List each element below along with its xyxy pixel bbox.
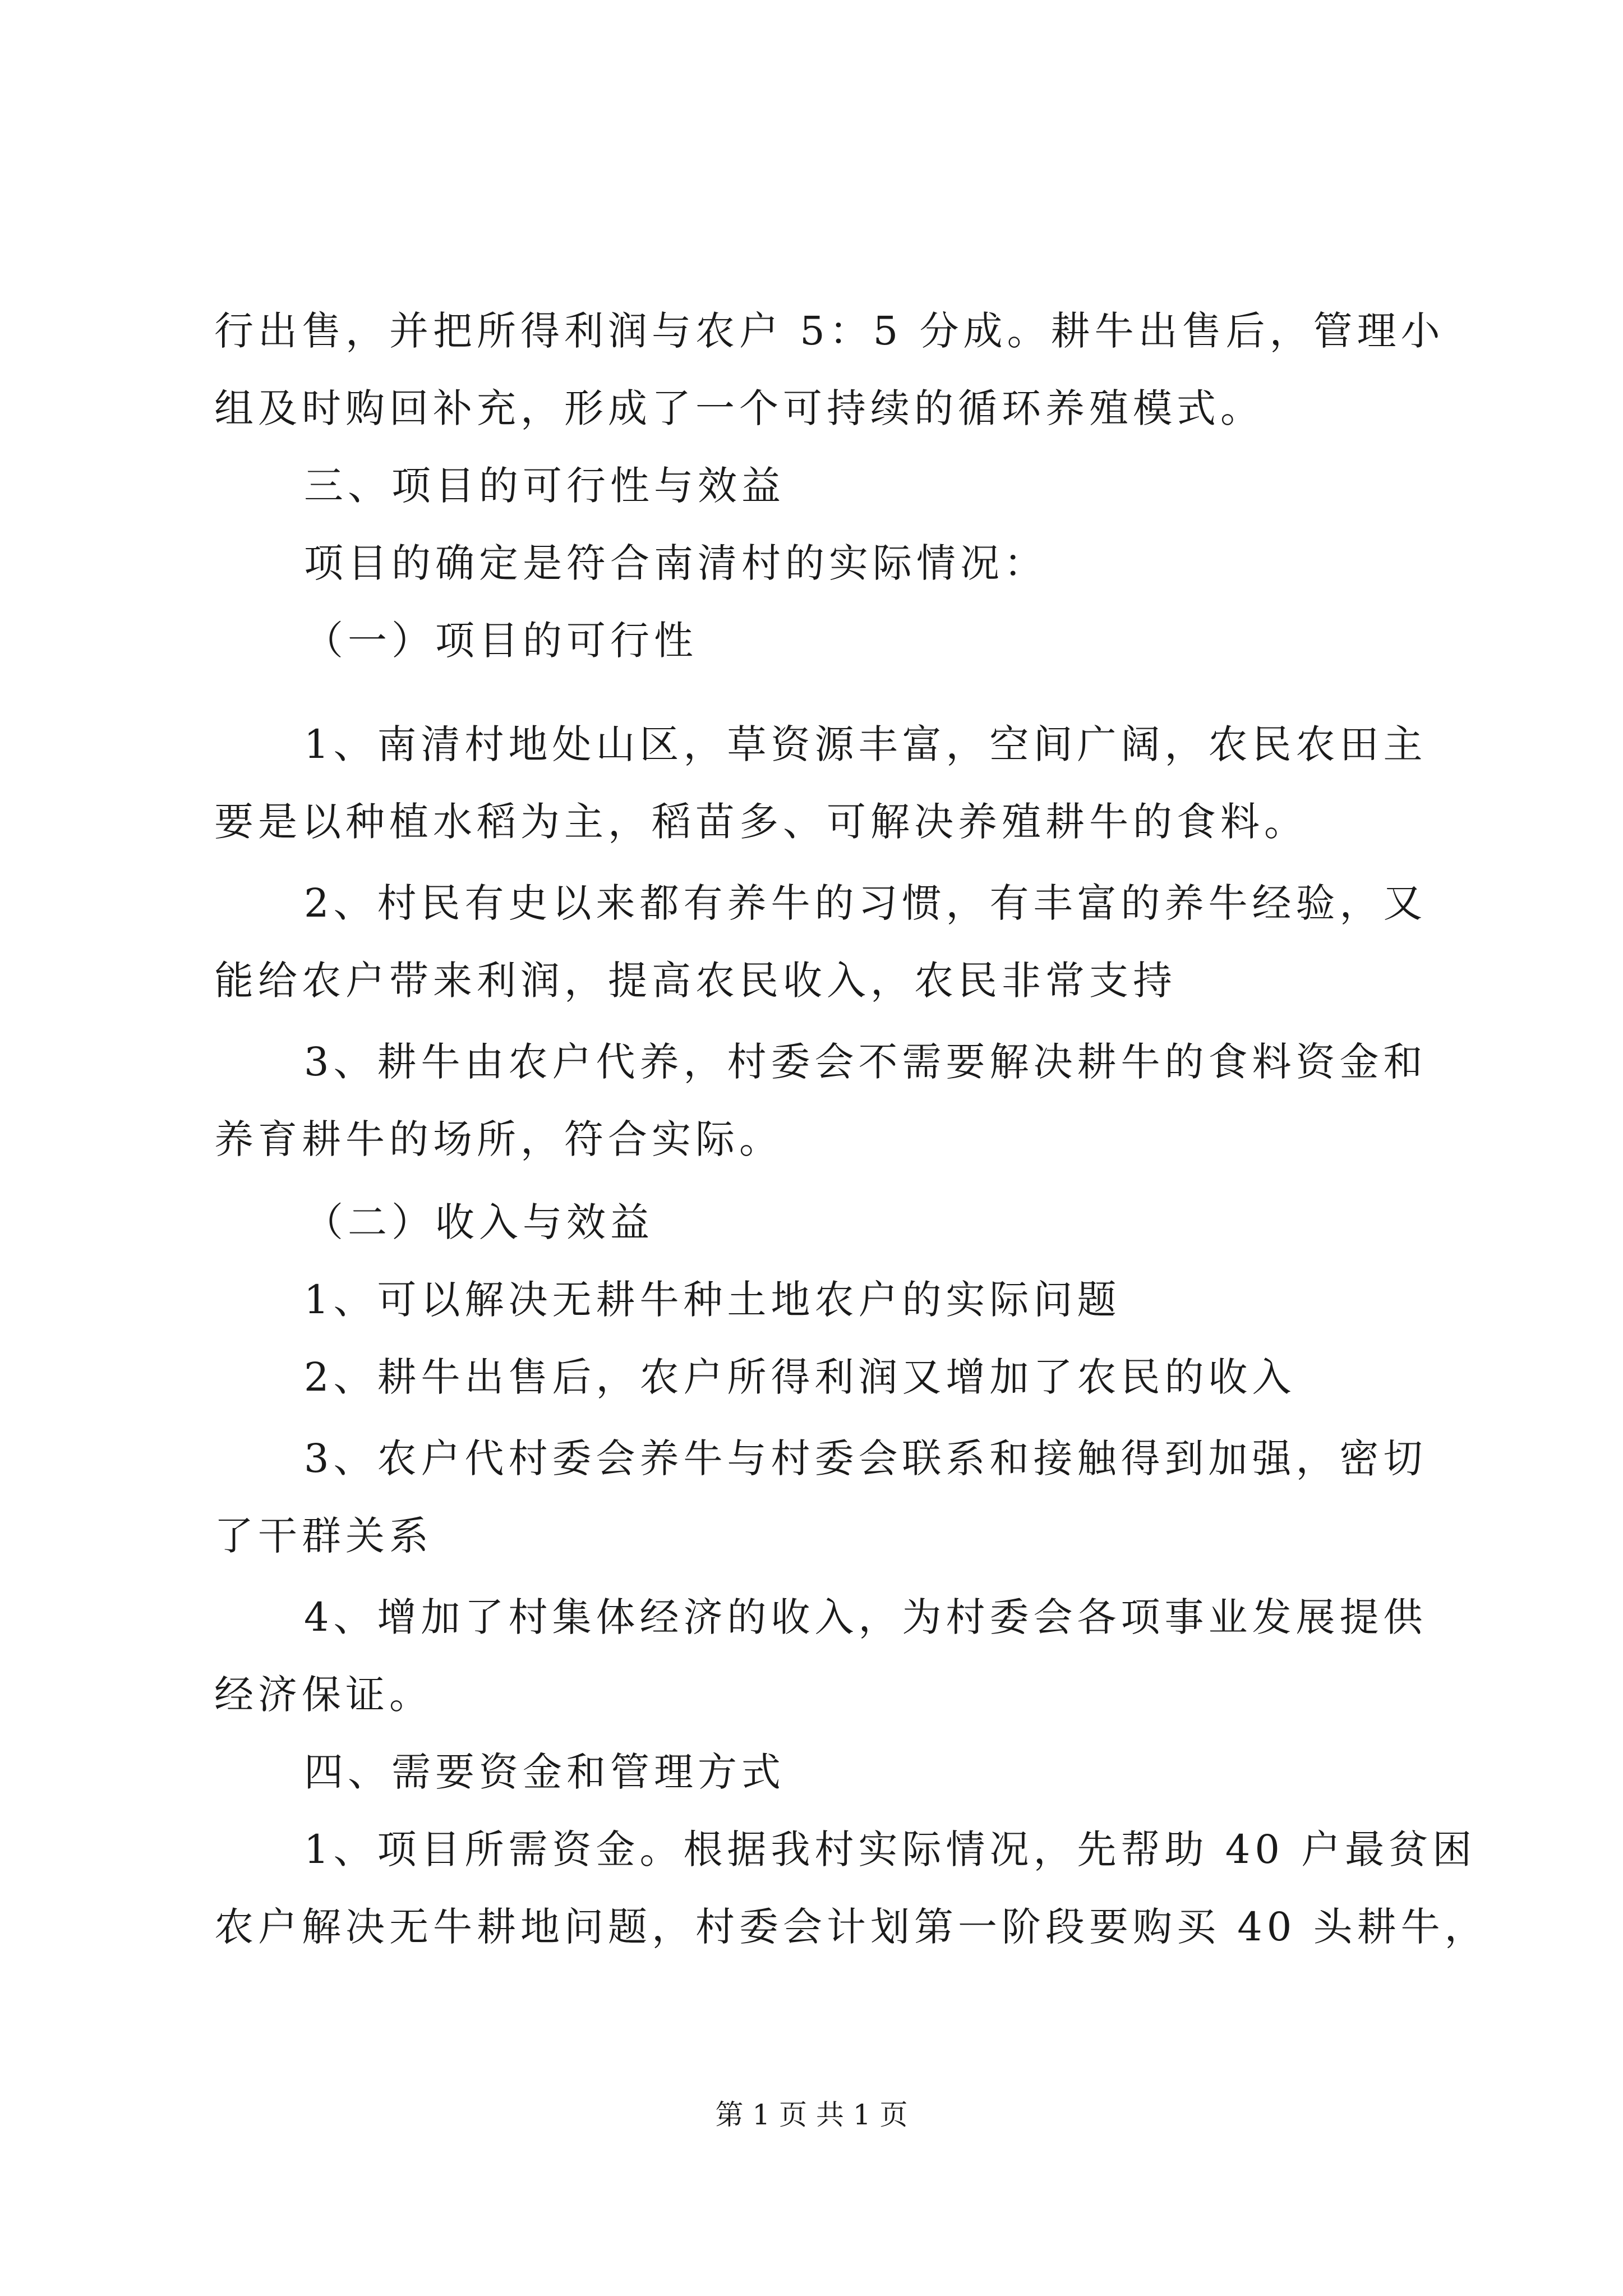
text-line: 2、耕牛出售后，农户所得利润又增加了农民的收入 [304, 1354, 1296, 1400]
text-line: 2、村民有史以来都有养牛的习惯，有丰富的养牛经验，又 [304, 880, 1427, 926]
text-line: 1、可以解决无耕牛种土地农户的实际问题 [304, 1277, 1121, 1323]
text-line: 经济保证。 [214, 1672, 433, 1718]
text-line: 组及时购回补充，形成了一个可持续的循环养殖模式。 [214, 385, 1264, 431]
text-line: 项目的确定是符合南清村的实际情况： [304, 540, 1048, 586]
subsection-heading: （一）项目的可行性 [304, 618, 698, 664]
text-line: 3、耕牛由农户代养，村委会不需要解决耕牛的食料资金和 [304, 1039, 1427, 1085]
text-line: 要是以种植水稻为主，稻苗多、可解决养殖耕牛的食料。 [214, 799, 1308, 845]
section-heading: 三、项目的可行性与效益 [304, 463, 785, 509]
text-line: 行出售，并把所得利润与农户 5：5 分成。耕牛出售后，管理小 [214, 308, 1445, 354]
text-line: 1、南清村地处山区，草资源丰富，空间广阔，农民农田主 [304, 721, 1427, 767]
subsection-heading: （二）收入与效益 [304, 1199, 654, 1245]
text-line: 3、农户代村委会养牛与村委会联系和接触得到加强，密切 [304, 1435, 1427, 1481]
text-line: 4、增加了村集体经济的收入，为村委会各项事业发展提供 [304, 1594, 1427, 1640]
text-line: 农户解决无牛耕地问题，村委会计划第一阶段要购买 40 头耕牛， [214, 1904, 1488, 1950]
text-line: 能给农户带来利润，提高农民收入，农民非常支持 [214, 958, 1177, 1004]
text-line: 了干群关系 [214, 1513, 433, 1559]
section-heading: 四、需要资金和管理方式 [304, 1749, 785, 1795]
text-line: 1、项目所需资金。根据我村实际情况，先帮助 40 户最贫困 [304, 1826, 1477, 1872]
text-line: 养育耕牛的场所，符合实际。 [214, 1116, 783, 1162]
page-footer: 第 1 页 共 1 页 [715, 2099, 908, 2131]
